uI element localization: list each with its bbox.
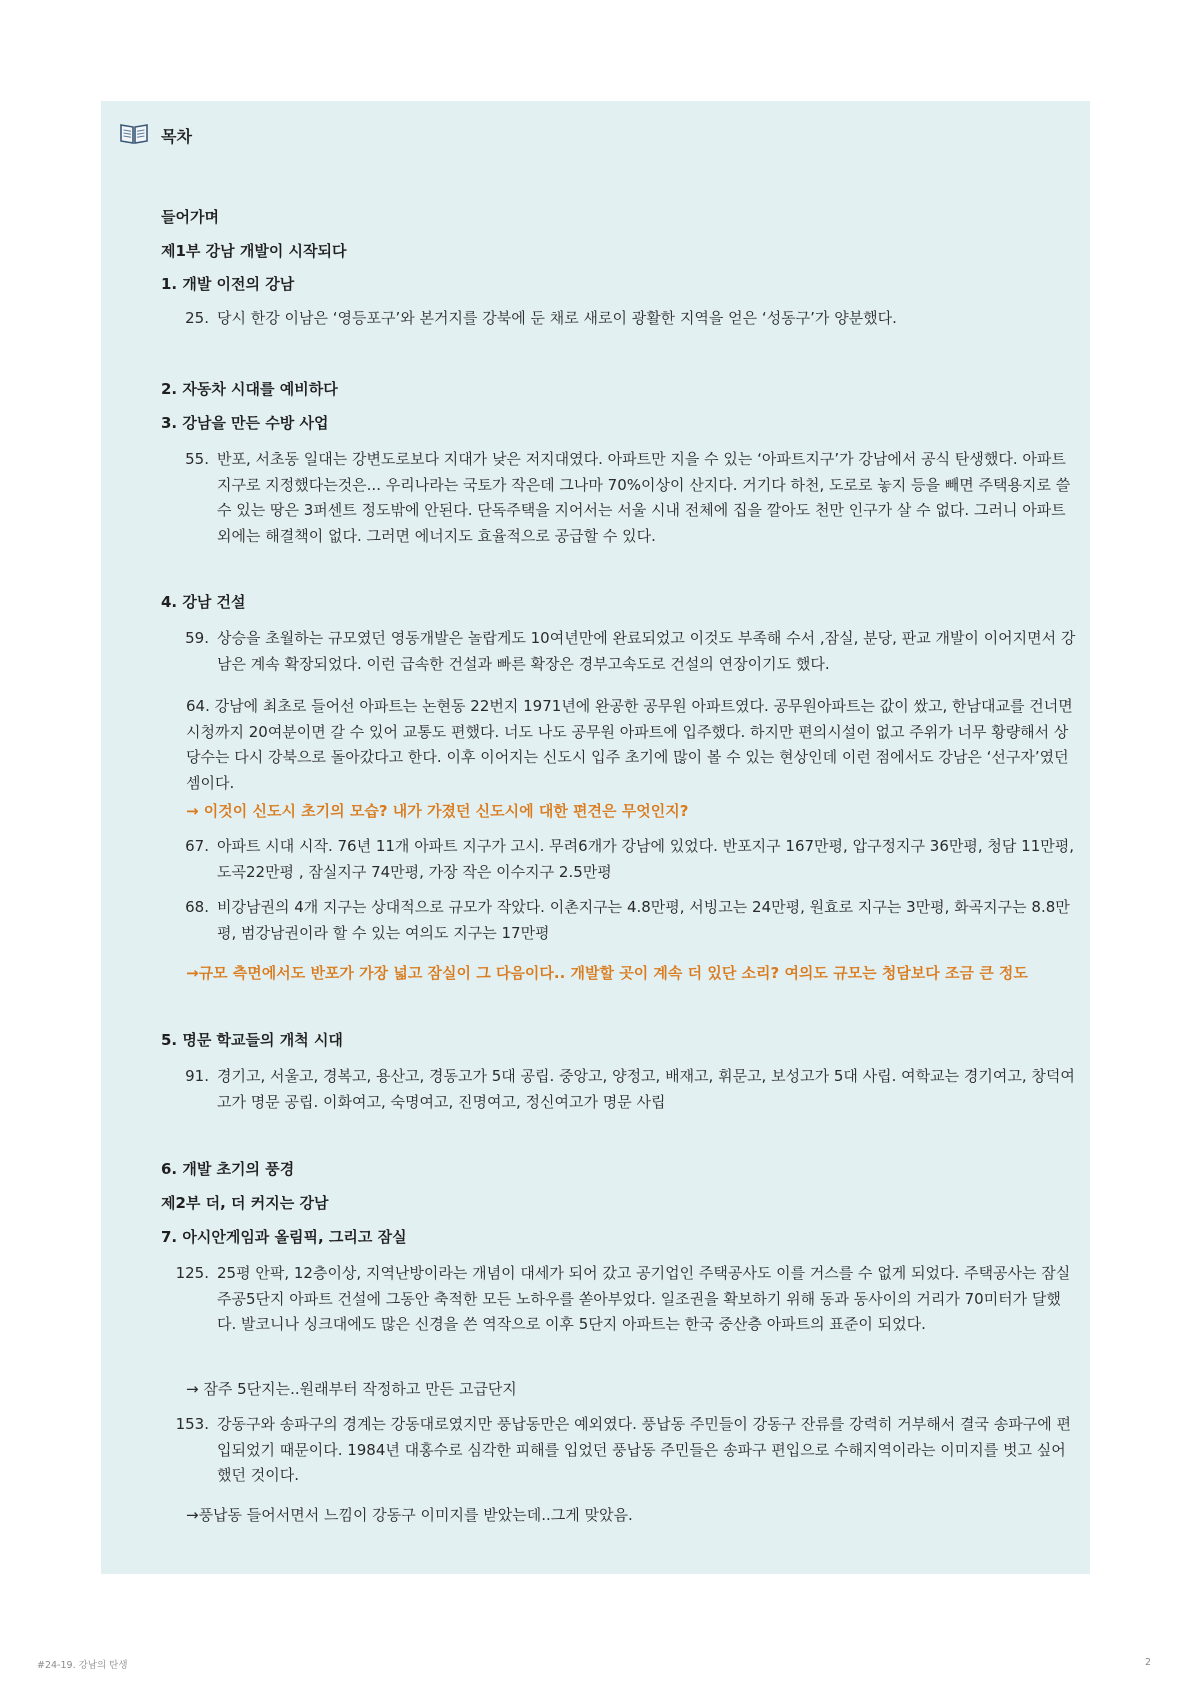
note-number: 67. [185, 837, 209, 855]
note-text: 아파트 시대 시작. 76년 11개 아파트 지구가 고시. 무려6개가 강남에 있었다. 반포지구 167만평, 압구정지구 36만평, 청담 11만평, 도곡22만평 , 잠실지구 74만평, 가장 작은 이수지구 2.5만평 [217, 837, 1074, 881]
note-number: 25. [185, 309, 209, 327]
section-chapter-5: 5. 명문 학교들의 개척 시대 [161, 1031, 343, 1049]
table-of-contents-callout [101, 101, 1090, 1574]
note-25 [161, 306, 1076, 332]
footer-page-number: 2 [1144, 1657, 1151, 1668]
section-chapter-3: 3. 강남을 만든 수방 사업 [161, 414, 329, 432]
section-chapter-6: 6. 개발 초기의 풍경 [161, 1160, 295, 1178]
note-text: 강동구와 송파구의 경계는 강동대로였지만 풍납동만은 예외였다. 풍납동 주민들이 강동구 잔류를 강력히 거부해서 결국 송파구에 편입되었기 때문이다. 1984년 대홍수로 심각한 피해를 입었던 풍납동 주민들은 송파구 편입으로 수해지역이라는 이미지를 벗고 싶어했던 것이다. [217, 1415, 1071, 1484]
note-91 [161, 1064, 1076, 1115]
section-chapter-4: 4. 강남 건설 [161, 593, 246, 611]
note-67 [161, 834, 1076, 885]
note-text: 당시 한강 이남은 ‘영등포구’와 본거지를 강북에 둔 채로 새로이 광활한 지역을 얻은 ‘성동구’가 양분했다. [217, 309, 897, 327]
note-number: 153. [175, 1415, 209, 1433]
note-64: 64. 강남에 최초로 들어선 아파트는 논현동 22번지 1971년에 완공한 공무원 아파트였다. 공무원아파트는 값이 쌌고, 한남대교를 건너면 시청까지 20여분이면 갈 수 있어 교통도 편했다. 너도 나도 공무원 아파트에 입주했다. 하지만 편의시설이 없고 주위가 너무 황량해서 상당수는 다시 강북으로 돌아갔다고 한다. 이후 이어지는 신도시 입주 초기에 많이 볼 수 있는 현상인데 이런 점에서도 강남은 ‘선구자’였던 셈이다. [186, 697, 1073, 792]
note-text: 25평 안팍, 12층이상, 지역난방이라는 개념이 대세가 되어 갔고 공기업인 주택공사도 이를 거스를 수 없게 되었다. 주택공사는 잠실주공5단지 아파트 건설에 그동안 축적한 모든 노하우를 쏟아부었다. 일조권을 확보하기 위해 동과 동사이의 거리가 70미터가 달했다. 발코니나 싱크대에도 많은 신경을 쓴 역작으로 이후 5단지 아파트는 한국 중산층 아파트의 표준이 되었다. [217, 1264, 1071, 1333]
open-book-icon [119, 121, 161, 149]
comment-125: → 잠주 5단지는..원래부터 작정하고 만든 고급단지 [186, 1380, 517, 1398]
note-number: 59. [185, 629, 209, 647]
section-part1: 제1부 강남 개발이 시작되다 [161, 242, 347, 260]
note-number: 125. [175, 1264, 209, 1282]
comment-153: →풍납동 들어서면서 느낌이 강동구 이미지를 받았는데..그게 맞았음. [186, 1506, 633, 1524]
comment-68: →규모 측면에서도 반포가 가장 넓고 잠실이 그 다음이다.. 개발할 곳이 계속 더 있단 소리? 여의도 규모는 청담보다 조금 큰 정도 [186, 964, 1028, 982]
section-chapter-7: 7. 아시안게임과 올림픽, 그리고 잠실 [161, 1228, 407, 1246]
section-chapter-2: 2. 자동차 시대를 예비하다 [161, 380, 338, 398]
comment-64: → 이것이 신도시 초기의 모습? 내가 가졌던 신도시에 대한 편견은 무엇인지? [186, 802, 689, 820]
note-55 [161, 447, 1076, 549]
note-153 [161, 1412, 1076, 1489]
note-number: 91. [185, 1067, 209, 1085]
section-intro: 들어가며 [161, 208, 219, 226]
note-number: 55. [185, 450, 209, 468]
section-chapter-1: 1. 개발 이전의 강남 [161, 275, 295, 293]
note-59 [161, 626, 1076, 677]
note-125 [161, 1261, 1076, 1338]
note-number: 68. [185, 898, 209, 916]
note-text: 비강남권의 4개 지구는 상대적으로 규모가 작았다. 이촌지구는 4.8만평, 서빙고는 24만평, 원효로 지구는 3만평, 화곡지구는 8.8만평, 범강남권이라 할 수 있는 여의도 지구는 17만평 [217, 898, 1070, 942]
section-part2: 제2부 더, 더 커지는 강남 [161, 1194, 329, 1212]
callout-header [119, 121, 192, 149]
note-text: 경기고, 서울고, 경복고, 용산고, 경동고가 5대 공립. 중앙고, 양정고, 배재고, 휘문고, 보성고가 5대 사립. 여학교는 경기여고, 창덕여고가 명문 공립. 이화여고, 숙명여고, 진명여고, 정신여고가 명문 사립 [217, 1067, 1075, 1111]
note-text: 상승을 초월하는 규모였던 영동개발은 놀랍게도 10여년만에 완료되었고 이것도 부족해 수서 ,잠실, 분당, 판교 개발이 이어지면서 강남은 계속 확장되었다. 이런 급속한 건설과 빠른 확장은 경부고속도로 건설의 연장이기도 했다. [217, 629, 1076, 673]
note-text: 반포, 서초동 일대는 강변도로보다 지대가 낮은 저지대였다. 아파트만 지을 수 있는 ‘아파트지구’가 강남에서 공식 탄생했다. 아파트 지구로 지정했다는것은... 우리나라는 국토가 작은데 그나마 70%이상이 산지다. 거기다 하천, 도로로 놓지 등을 빼면 주택용지로 쓸 수 있는 땅은 3퍼센트 정도밖에 안된다. 단독주택을 지어서는 서울 시내 전체에 집을 깔아도 천만 인구가 살 수 없다. 그러니 아파트 외에는 해결책이 없다. 그러면 에너지도 효율적으로 공급할 수 있다. [217, 450, 1071, 545]
callout-title: 목차 [161, 126, 192, 146]
footer-document-title: #24-19. 강남의 탄생 [37, 1660, 128, 1671]
note-68 [161, 895, 1076, 946]
